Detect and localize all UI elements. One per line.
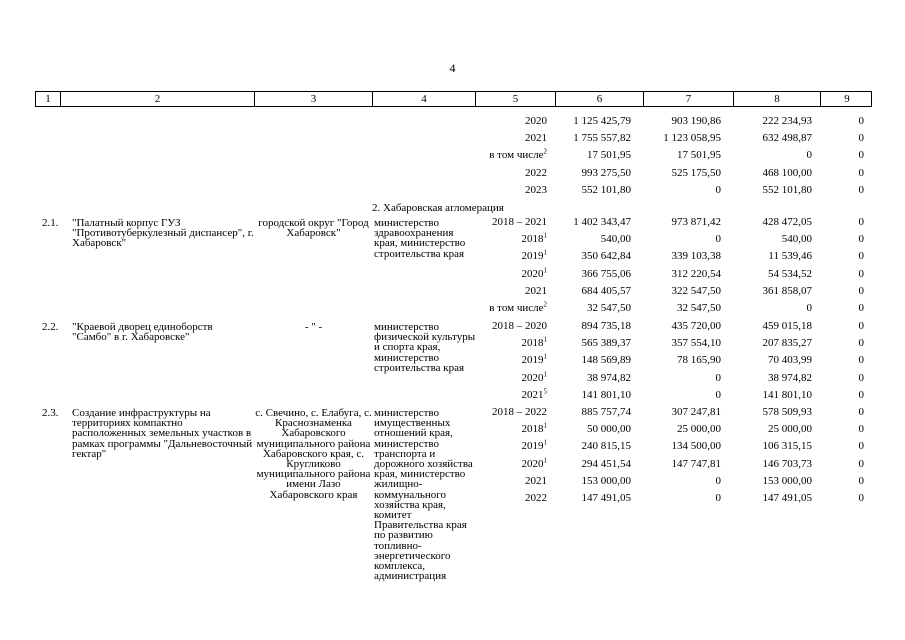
item-1-row-6-year: в том числе$^2$ — [489, 300, 547, 314]
item-1-row-6-col6: 32 547,50 — [587, 302, 631, 314]
table-header — [35, 91, 872, 107]
cont-row-4-year: 2022 — [525, 166, 547, 179]
item-1-row-6-col9: 0 — [858, 302, 864, 314]
cont-row-4-col9: 0 — [858, 166, 864, 179]
item-1-row-2-year: 2018$^1$ — [521, 231, 547, 246]
item-1-row-3-col8: 11 539,46 — [768, 250, 812, 263]
item-1-row-4-year: 2020$^1$ — [521, 265, 547, 280]
item-1-row-6-col7: 32 547,50 — [677, 302, 721, 314]
item-1-row-5-col6: 684 405,57 — [581, 284, 631, 297]
item-3-number: 2.3. — [42, 407, 59, 419]
header-cell-6: 6 — [556, 92, 644, 106]
item-2-row-2-col6: 565 389,37 — [581, 337, 631, 350]
cont-row-3-col7: 17 501,95 — [677, 149, 721, 162]
item-3-location: с. Свечино, с. Елабуга, с. Краснознаменка Хабаровского муниципального района Хабаровского края, с. Кругликово муниципального района имени Лазо Хабаровского края — [255, 407, 372, 501]
item-2-row-5-year: 2021$^5$ — [521, 387, 547, 401]
page-number: 4 — [449, 61, 456, 75]
item-1-row-4-col6: 366 755,06 — [581, 267, 631, 280]
section-title: 2. Хабаровская агломерация — [372, 202, 504, 214]
item-3-row-2-col7: 25 000,00 — [677, 423, 721, 436]
cont-row-1-year: 2020 — [525, 115, 547, 127]
item-3-row-3-col9: 0 — [858, 440, 864, 453]
item-1-row-3-col6: 350 642,84 — [581, 250, 631, 263]
item-2-row-4-col6: 38 974,82 — [587, 371, 631, 384]
cont-row-1-col7: 903 190,86 — [671, 115, 721, 127]
item-3-row-2-col6: 50 000,00 — [587, 423, 631, 436]
cont-row-2-col6: 1 755 557,82 — [573, 132, 631, 145]
item-2-location: - " - — [304, 321, 323, 333]
cont-row-5-col6: 552 101,80 — [581, 183, 631, 196]
item-3-name: Создание инфраструктуры на территориях компактно расположенных земельных участков в рамках программы "Дальневосточный гектар" — [72, 407, 253, 460]
item-1-row-1-col8: 428 472,05 — [762, 216, 812, 228]
item-2-number: 2.2. — [42, 321, 59, 333]
cont-row-2-col7: 1 123 058,95 — [663, 132, 721, 145]
item-1-row-5-col7: 322 547,50 — [671, 284, 721, 297]
item-3-row-3-col8: 106 315,15 — [762, 440, 812, 453]
header-cell-5: 5 — [476, 92, 556, 106]
item-1-row-5-col9: 0 — [858, 284, 864, 297]
item-2-row-2-col9: 0 — [858, 337, 864, 350]
item-1-row-3-col9: 0 — [858, 250, 864, 263]
item-1-executor: министерство здравоохранения края, министерство строительства края — [374, 217, 466, 260]
item-2-row-1-col6: 894 735,18 — [581, 320, 631, 332]
item-3-row-5-col7: 0 — [715, 474, 721, 487]
item-2-row-5-col7: 0 — [715, 388, 721, 401]
item-3-row-4-col7: 147 747,81 — [671, 457, 721, 470]
item-1-row-2-col7: 0 — [715, 233, 721, 246]
item-3-row-1-col9: 0 — [858, 406, 864, 418]
cont-row-3-col8: 0 — [806, 149, 812, 162]
item-2-row-4-col8: 38 974,82 — [768, 371, 812, 384]
item-2-row-3-col9: 0 — [858, 354, 864, 367]
item-3-row-3-year: 2019$^1$ — [521, 438, 547, 453]
cont-row-1-col8: 222 234,93 — [762, 115, 812, 127]
item-2-row-3-col7: 78 165,90 — [677, 354, 721, 367]
item-1-row-2-col6: 540,00 — [600, 233, 631, 246]
item-3-row-1-col6: 885 757,74 — [581, 406, 631, 418]
item-3-row-6-col9: 0 — [858, 492, 864, 504]
cont-row-3-col9: 0 — [858, 149, 864, 162]
item-1-location: городской округ "Город Хабаровск" — [258, 217, 369, 240]
header-cell-1: 1 — [36, 92, 61, 106]
cont-row-2-col9: 0 — [858, 132, 864, 145]
item-2-name: "Краевой дворец единоборств "Самбо" в г. Хабаровске" — [72, 321, 213, 344]
header-cell-4: 4 — [373, 92, 476, 106]
item-3-row-6-col7: 0 — [715, 492, 721, 504]
cont-row-3-col6: 17 501,95 — [587, 149, 631, 162]
item-2-row-2-year: 2018$^1$ — [521, 335, 547, 350]
item-3-row-1-year: 2018 – 2022 — [492, 406, 547, 418]
cont-row-1-col9: 0 — [858, 115, 864, 127]
item-1-row-3-year: 2019$^1$ — [521, 248, 547, 263]
item-3-row-3-col6: 240 815,15 — [581, 440, 631, 453]
item-3-executor: министерство имущественных отношений края, министерство транспорта и дорожного хозяйства края, министерство жилищно-коммунального хозяйства края, комитет Правительства края по развитию топливно-энергетического комплекса, администрация — [374, 407, 473, 583]
item-2-row-3-col8: 70 403,99 — [768, 354, 812, 367]
header-cell-9: 9 — [844, 93, 850, 105]
cont-row-4-col8: 468 100,00 — [762, 166, 812, 179]
item-3-row-4-col9: 0 — [858, 457, 864, 470]
item-1-row-4-col7: 312 220,54 — [671, 267, 721, 280]
item-2-row-3-year: 2019$^1$ — [521, 352, 547, 367]
item-3-row-2-col9: 0 — [858, 423, 864, 436]
item-1-row-3-col7: 339 103,38 — [671, 250, 721, 263]
item-1-row-2-col9: 0 — [858, 233, 864, 246]
item-1-row-1-col7: 973 871,42 — [671, 216, 721, 228]
cont-row-1-col6: 1 125 425,79 — [573, 115, 631, 127]
header-cell-2: 2 — [61, 92, 255, 106]
item-3-row-4-year: 2020$^1$ — [521, 455, 547, 470]
item-3-row-4-col8: 146 703,73 — [762, 457, 812, 470]
item-3-row-5-col8: 153 000,00 — [762, 474, 812, 487]
item-3-row-6-col6: 147 491,05 — [581, 492, 631, 504]
item-1-name: "Палатный корпус ГУЗ "Противотуберкулезный диспансер", г. Хабаровск" — [72, 217, 254, 250]
cont-row-5-col7: 0 — [715, 183, 721, 196]
item-2-row-3-col6: 148 569,89 — [581, 354, 631, 367]
item-2-row-2-col7: 357 554,10 — [671, 337, 721, 350]
item-3-row-4-col6: 294 451,54 — [581, 457, 631, 470]
item-2-row-5-col9: 0 — [858, 388, 864, 401]
item-1-row-4-col8: 54 534,52 — [768, 267, 812, 280]
item-1-row-5-col8: 361 858,07 — [762, 284, 812, 297]
item-1-row-1-year: 2018 – 2021 — [492, 216, 547, 228]
header-cell-8: 8 — [734, 92, 821, 106]
item-3-row-2-year: 2018$^1$ — [521, 421, 547, 436]
item-2-row-4-col9: 0 — [858, 371, 864, 384]
item-1-row-5-year: 2021 — [525, 284, 547, 297]
item-2-row-2-col8: 207 835,27 — [762, 337, 812, 350]
item-2-row-5-col8: 141 801,10 — [762, 388, 812, 401]
cont-row-5-col9: 0 — [858, 183, 864, 196]
header-cell-3: 3 — [255, 92, 373, 106]
item-3-row-5-col9: 0 — [858, 474, 864, 487]
item-2-row-1-col8: 459 015,18 — [762, 320, 812, 332]
item-2-row-4-col7: 0 — [715, 371, 721, 384]
item-2-executor: министерство физической культуры и спорта края, министерство строительства края — [374, 321, 476, 374]
item-1-row-4-col9: 0 — [858, 267, 864, 280]
item-2-row-5-col6: 141 801,10 — [581, 388, 631, 401]
cont-row-3-year: в том числе$^2$ — [489, 147, 547, 162]
header-cell-7: 7 — [644, 92, 734, 106]
item-2-row-1-col9: 0 — [858, 320, 864, 332]
cont-row-5-year: 2023 — [525, 183, 547, 196]
item-1-number: 2.1. — [42, 217, 59, 229]
item-2-row-1-col7: 435 720,00 — [671, 320, 721, 332]
cont-row-2-col8: 632 498,87 — [762, 132, 812, 145]
item-3-row-1-col7: 307 247,81 — [671, 406, 721, 418]
item-1-row-1-col9: 0 — [858, 216, 864, 228]
item-1-row-6-col8: 0 — [806, 302, 812, 314]
item-3-row-2-col8: 25 000,00 — [768, 423, 812, 436]
item-2-row-1-year: 2018 – 2020 — [492, 320, 547, 332]
item-3-row-6-col8: 147 491,05 — [762, 492, 812, 504]
item-1-row-1-col6: 1 402 343,47 — [573, 216, 631, 228]
cont-row-4-col6: 993 275,50 — [581, 166, 631, 179]
item-1-row-2-col8: 540,00 — [781, 233, 812, 246]
item-3-row-6-year: 2022 — [525, 492, 547, 504]
item-2-row-4-year: 2020$^1$ — [521, 369, 547, 384]
item-3-row-5-year: 2021 — [525, 474, 547, 487]
item-3-row-3-col7: 134 500,00 — [671, 440, 721, 453]
cont-row-4-col7: 525 175,50 — [671, 166, 721, 179]
cont-row-5-col8: 552 101,80 — [762, 183, 812, 196]
item-3-row-5-col6: 153 000,00 — [581, 474, 631, 487]
cont-row-2-year: 2021 — [525, 132, 547, 145]
item-3-row-1-col8: 578 509,93 — [762, 406, 812, 418]
